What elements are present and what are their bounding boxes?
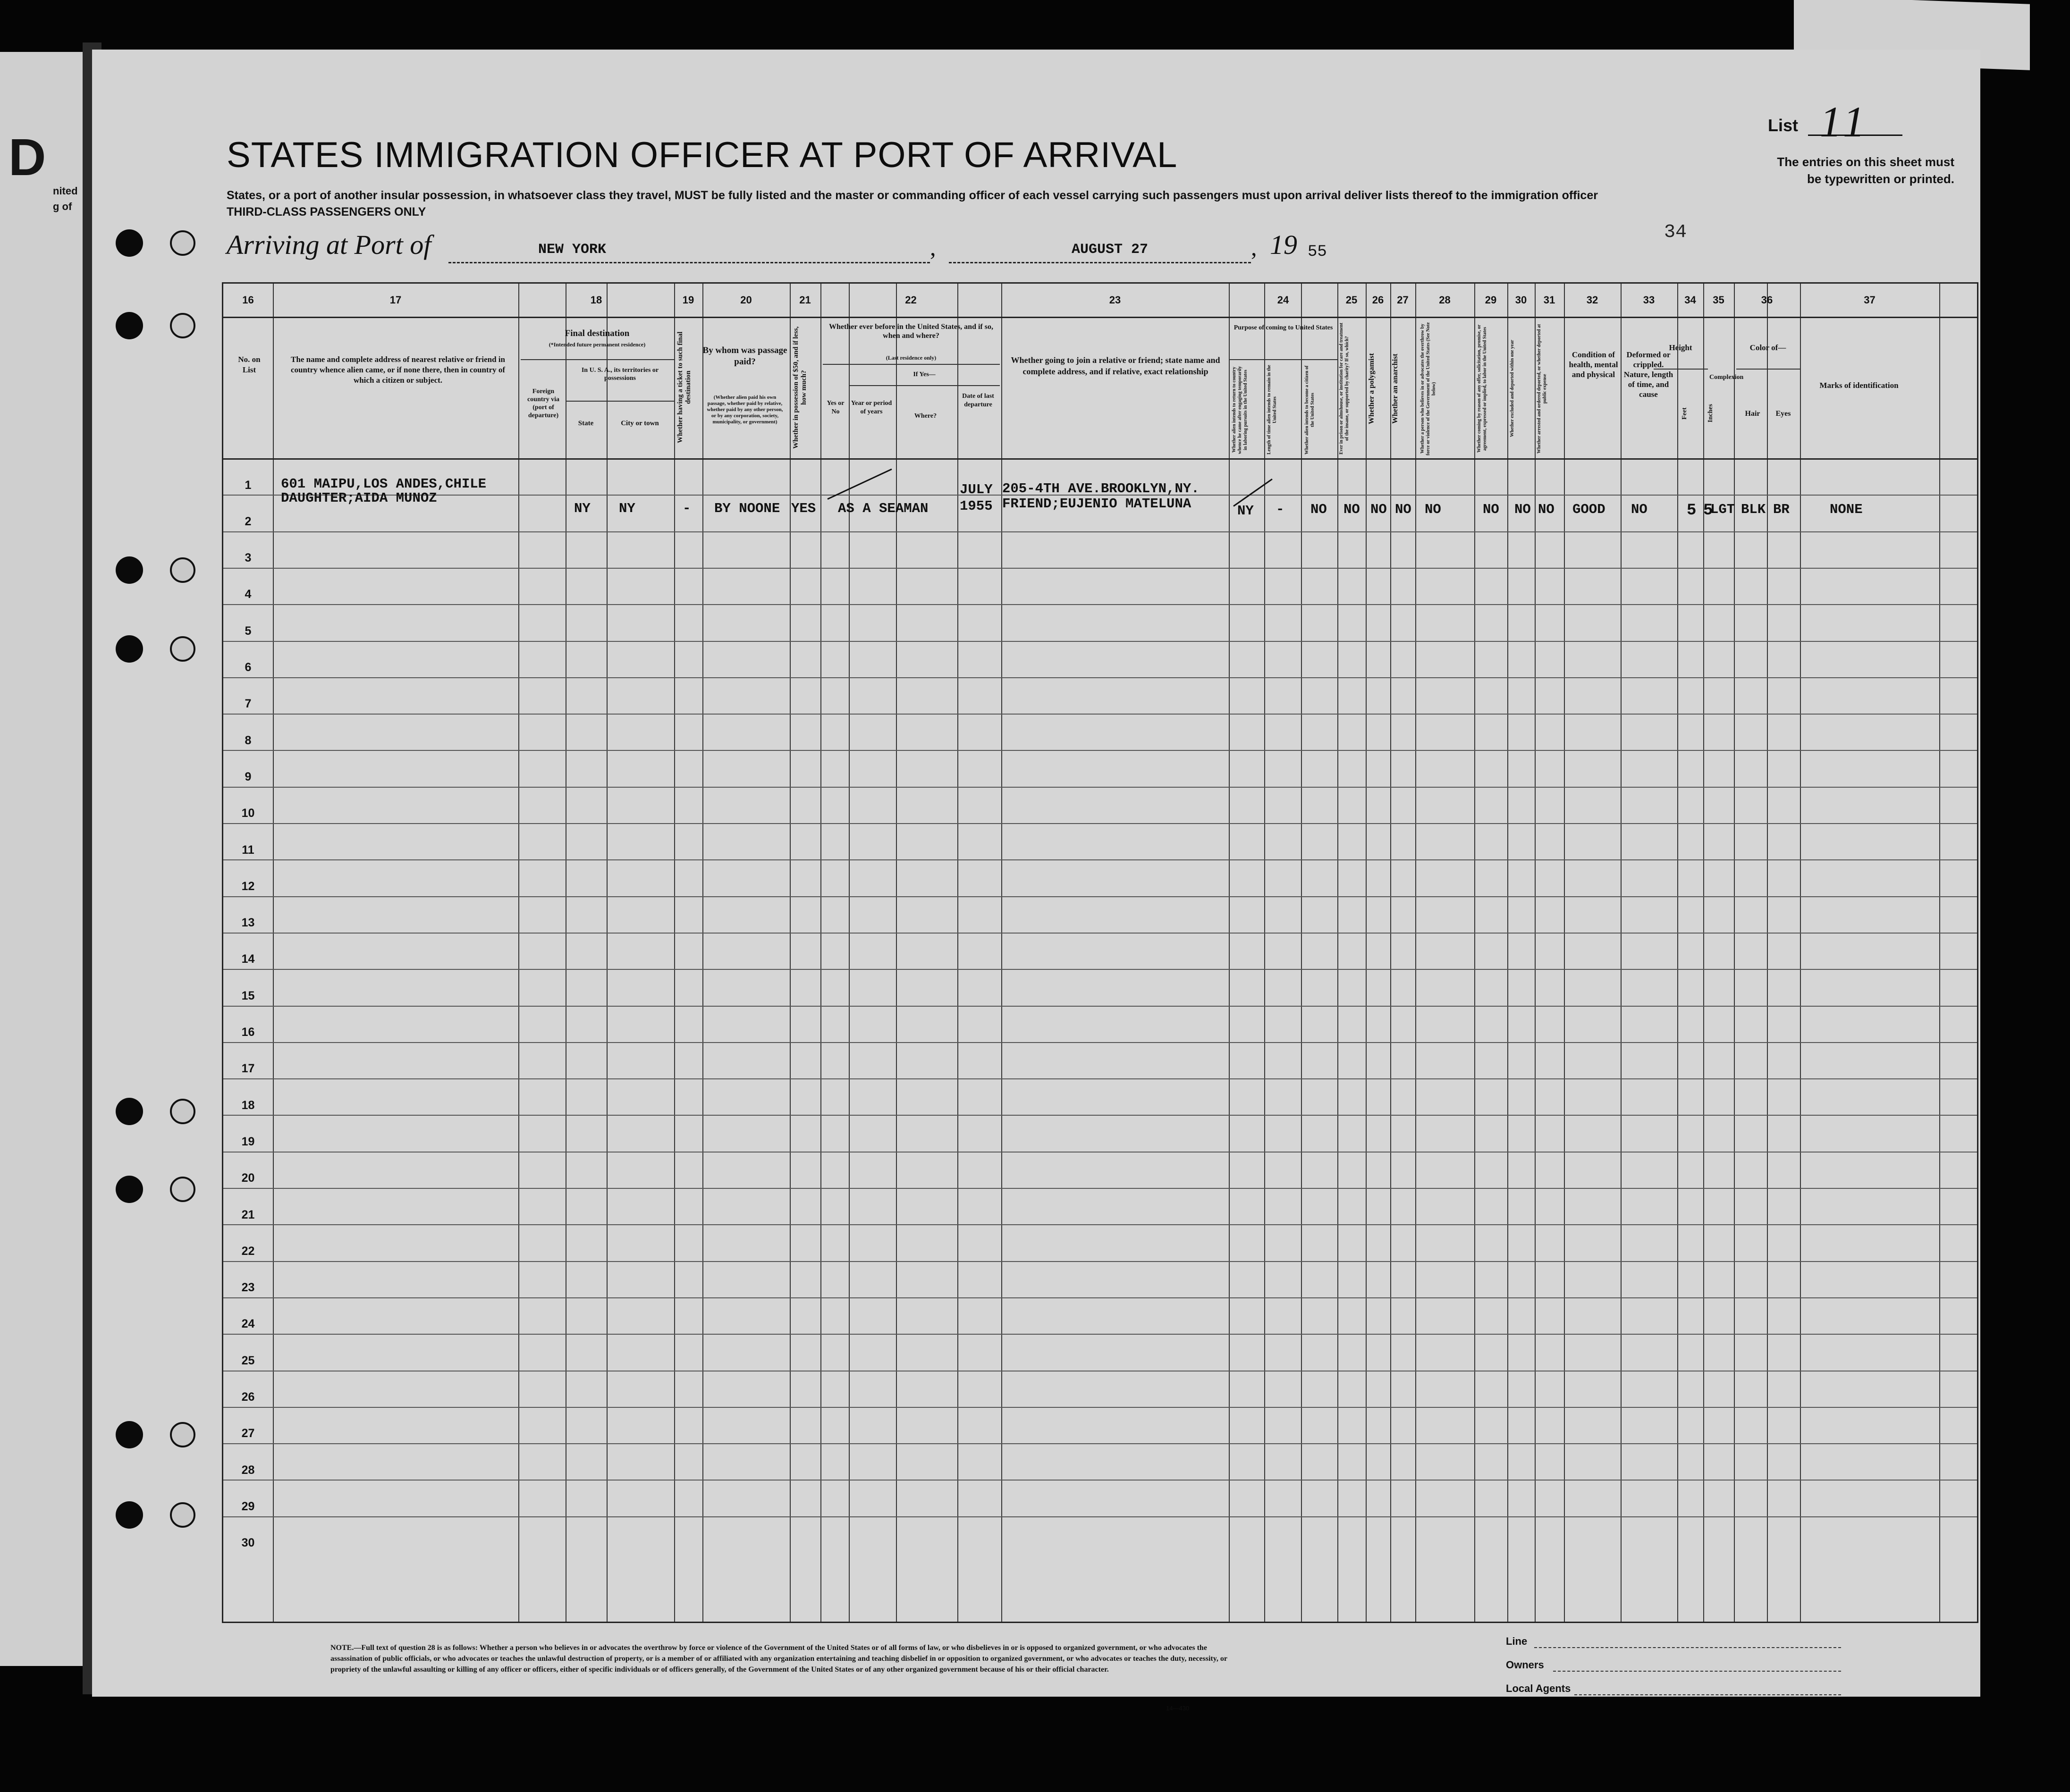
- agents-label: Local Agents: [1506, 1683, 1571, 1694]
- column-number: 26: [1372, 294, 1384, 306]
- feet-header: Feet: [1681, 407, 1688, 420]
- row-rule: [223, 896, 1977, 897]
- column-rule: [518, 284, 519, 1622]
- binder-hole: [116, 1176, 143, 1203]
- where-value: AS A SEAMAN: [838, 501, 929, 516]
- column-rule: [849, 284, 850, 1622]
- joining-relative-header: Whether going to join a relative or friend; state name and complete address, and if relative, exact relationship: [1011, 355, 1220, 376]
- purpose-value: NY: [1237, 503, 1254, 519]
- purpose-rule: [1229, 359, 1337, 360]
- column-number: 25: [1345, 294, 1358, 306]
- entries-note-1: The entries on this sheet must: [1777, 155, 1954, 169]
- join-name: FRIEND;EUJENIO MATELUNA: [1002, 496, 1191, 512]
- col29-header: Whether coming by reason of any offer, solicitation, promise, or agreement, expressed or implied, to labor in the United States: [1477, 324, 1487, 453]
- list-label: List: [1768, 116, 1799, 135]
- column-rule: [1564, 284, 1565, 1622]
- row-number: 9: [245, 770, 252, 783]
- comma: ,: [1251, 234, 1257, 261]
- height-header: Height: [1669, 343, 1692, 352]
- row-number: 8: [245, 733, 252, 747]
- year-period-header: Year or period of years: [851, 400, 892, 415]
- possession-header: Whether in possession of $50, and if less, how much?: [792, 326, 808, 449]
- row-rule: [223, 1443, 1977, 1444]
- column-rule: [1390, 284, 1391, 1622]
- yes-no-header: Yes or No: [827, 400, 845, 415]
- reinforcement-ring: [170, 1177, 195, 1202]
- column-rule: [674, 284, 675, 1622]
- row-rule: [223, 1006, 1977, 1007]
- ticket-value: -: [683, 501, 691, 516]
- row-rule: [223, 1224, 1977, 1225]
- row-number: 14: [241, 952, 255, 966]
- purpose-checkmark: [1233, 479, 1273, 507]
- year-prefix: 19: [1270, 229, 1297, 260]
- prison-header: Ever in prison or almshouse, or institution for care and treatment of the insane, or supported by charity? If so, which?: [1339, 322, 1350, 455]
- column-number: 20: [740, 294, 752, 306]
- column-number: 21: [799, 294, 811, 306]
- purpose-sub-1: Whether alien intends to return to country whence he came after engaging temporarily in laboring pursuits in the United States: [1232, 366, 1248, 454]
- ticket-header: Whether having a ticket to such final destination: [676, 331, 692, 444]
- binder-hole: [116, 635, 143, 663]
- row-rule: [223, 531, 1977, 532]
- row-number: 26: [241, 1390, 255, 1404]
- passage-paid-header: By whom was passage paid?: [702, 345, 787, 367]
- row-rule: [223, 714, 1977, 715]
- binder-hole: [116, 229, 143, 257]
- row-rule: [223, 1334, 1977, 1335]
- column-rule: [1621, 284, 1622, 1622]
- reinforcement-ring: [170, 230, 195, 256]
- row-number: 6: [245, 661, 252, 674]
- column-rule: [820, 284, 821, 1622]
- column-rule: [1337, 284, 1338, 1622]
- line-label: Line: [1506, 1635, 1528, 1647]
- col30-header: Whether excluded and deported within one year: [1510, 340, 1515, 437]
- entries-note: [1709, 153, 1954, 187]
- column-number: 28: [1439, 294, 1451, 306]
- row-number: 1: [245, 478, 252, 492]
- list-number: 11: [1820, 98, 1870, 146]
- port-line: [448, 262, 930, 263]
- column-number: 31: [1543, 294, 1555, 306]
- final-dest-rule: [521, 359, 674, 360]
- line-signature-line: [1534, 1647, 1841, 1648]
- row-number: 16: [241, 1026, 255, 1039]
- row-number: 27: [241, 1427, 255, 1440]
- column-number: 16: [242, 294, 254, 306]
- hair-value: BLK: [1741, 502, 1766, 517]
- relative-address: 601 MAIPU,LOS ANDES,CHILE: [281, 476, 487, 492]
- row-number: 24: [241, 1317, 255, 1331]
- stamp-number: 34: [1664, 222, 1687, 243]
- column-rule: [1677, 284, 1678, 1622]
- row-rule: [223, 677, 1977, 678]
- prison-value: NO: [1343, 502, 1360, 517]
- no-on-list-header: No. on List: [238, 355, 261, 374]
- row-number: 28: [241, 1463, 255, 1477]
- column-number: 32: [1586, 294, 1598, 306]
- row-number: 3: [245, 551, 252, 565]
- feet-value: 5: [1687, 502, 1697, 520]
- purpose-header: Purpose of coming to United States: [1234, 324, 1333, 331]
- row-number: 4: [245, 588, 252, 601]
- row-number: 21: [241, 1208, 255, 1221]
- complexion-value: LGT: [1710, 502, 1735, 517]
- foreign-country-header: Foreign country via (port of departure): [527, 388, 560, 419]
- reinforcement-ring: [170, 1099, 195, 1124]
- row-rule: [223, 787, 1977, 788]
- ever-before-rule: [823, 364, 1000, 365]
- form-number: 14—430: [1166, 1705, 1190, 1712]
- city-value: NY: [619, 501, 635, 516]
- row-number: 23: [241, 1281, 255, 1295]
- purpose-sub-2: Length of time alien intends to remain in the United States: [1267, 365, 1277, 455]
- inches-value: 5: [1703, 502, 1713, 520]
- color-of-header: Color of—: [1749, 343, 1786, 352]
- col31-value: NO: [1538, 502, 1555, 517]
- column-rule: [702, 284, 703, 1622]
- column-rule: [1415, 284, 1416, 1622]
- form-title: STATES IMMIGRATION OFFICER AT PORT OF ARRIVAL: [227, 135, 1178, 175]
- column-rule: [1767, 284, 1768, 1622]
- purpose-2-value: -: [1276, 502, 1284, 517]
- partial-letter: D: [8, 128, 46, 186]
- row-rule: [223, 1480, 1977, 1481]
- row-rule: [223, 1152, 1977, 1153]
- reinforcement-ring: [170, 1502, 195, 1528]
- passage-paid-sub: (Whether alien paid his own passage, whether paid by relative, whether paid by any other person, or by any corporation, society, municipality, or government): [707, 395, 783, 425]
- row-number: 11: [242, 843, 254, 857]
- entries-note-2: be typewritten or printed.: [1807, 172, 1954, 186]
- column-rule: [896, 284, 897, 1622]
- row-number: 13: [241, 916, 255, 930]
- nearest-relative-header: The name and complete address of nearest relative or friend in country whence alien came, or if none there, then in country of which a citizen or subject.: [290, 355, 506, 385]
- column-rule: [1301, 284, 1302, 1622]
- partial-text-2: g of: [53, 201, 72, 212]
- column-number: 27: [1397, 294, 1409, 306]
- row-rule: [223, 969, 1977, 970]
- column-rule: [1939, 284, 1940, 1622]
- purpose-sub-3: Whether alien intends to become a citizen of the United States: [1304, 365, 1315, 454]
- row-number: 20: [241, 1171, 255, 1185]
- row-rule: [223, 1261, 1977, 1262]
- partial-text-1: nited: [53, 185, 78, 197]
- row-number: 18: [241, 1098, 255, 1112]
- departure-month: JULY: [960, 482, 993, 497]
- final-destination-sub: (*Intended future permanent residence): [549, 341, 646, 348]
- row-rule: [223, 641, 1977, 642]
- column-rule: [957, 284, 958, 1622]
- deformed-header: Deformed or crippled. Nature, length of time, and cause: [1623, 350, 1673, 399]
- arriving-label: Arriving at Port of: [227, 229, 431, 260]
- color-rule: [1736, 369, 1800, 370]
- list-underline: [1808, 135, 1902, 136]
- departure-year: 1955: [960, 498, 993, 514]
- deformed-value: NO: [1631, 502, 1648, 517]
- marks-value: NONE: [1830, 502, 1863, 517]
- inches-header: Inches: [1707, 404, 1714, 423]
- year-suffix: 55: [1308, 243, 1327, 261]
- if-yes-header: If Yes—: [913, 371, 936, 378]
- health-header: Condition of health, mental and physical: [1569, 350, 1618, 379]
- health-value: GOOD: [1572, 502, 1605, 517]
- reinforcement-ring: [170, 313, 195, 338]
- passage-paid-value: BY NOONE: [714, 501, 780, 516]
- column-number: 35: [1713, 294, 1724, 306]
- anarchist-value: NO: [1395, 502, 1411, 517]
- port-value: NEW YORK: [538, 242, 607, 258]
- previous-page-edge: [0, 52, 90, 1666]
- in-usa-header: In U. S. A., its territories or possessions: [581, 367, 659, 382]
- where-header: Where?: [914, 412, 937, 420]
- usa-rule: [566, 401, 674, 402]
- polygamist-value: NO: [1370, 502, 1387, 517]
- column-rule: [1703, 284, 1704, 1622]
- last-departure-header: Date of last departure: [962, 393, 994, 408]
- column-rule: [607, 284, 608, 1622]
- possession-value: YES: [791, 501, 816, 516]
- row-number: 17: [241, 1062, 255, 1076]
- agents-signature-line: [1574, 1694, 1841, 1695]
- reinforcement-ring: [170, 1422, 195, 1447]
- manifest-table: [222, 282, 1978, 1623]
- column-rule: [790, 284, 791, 1622]
- col28-header: Whether a person who believes in or advocates the overthrow by force or violence of the Government of the United States (See Note below): [1420, 322, 1436, 455]
- complexion-header: Complexion: [1709, 374, 1744, 381]
- binder-hole: [116, 556, 143, 584]
- column-rule: [1507, 284, 1508, 1622]
- row-rule: [223, 1516, 1977, 1517]
- date-value: AUGUST 27: [1072, 242, 1149, 258]
- form-subtitle: States, or a port of another insular possession, in whatsoever class they travel, MUST be fully listed and the master or commanding officer of each vessel carrying such passengers must upon arrival deliver lists thereof to the immigration officer: [227, 189, 1598, 202]
- row-number: 22: [241, 1244, 255, 1258]
- ever-before-sub: (Last residence only): [886, 354, 937, 361]
- column-rule: [1535, 284, 1536, 1622]
- reinforcement-ring: [170, 557, 195, 583]
- state-value: NY: [574, 501, 591, 516]
- row-number: 5: [245, 624, 252, 638]
- row-rule: [223, 1297, 1977, 1298]
- column-number: 24: [1277, 294, 1289, 306]
- purpose-3-value: NO: [1310, 502, 1327, 517]
- owners-label: Owners: [1506, 1659, 1544, 1671]
- marks-header: Marks of identification: [1819, 381, 1899, 390]
- footnote: NOTE.—Full text of question 28 is as follows: Whether a person who believes in or advocates the overthrow by force or violence of the Government of the United States or of all forms of law, or who disbelieves in or is opposed to organized government, or who advocates the assassination of public officials, or who advocates or teaches the unlawful destruction of property, or is a member of or affiliated with any organization entertaining and teaching disbelief in or opposition to organized government, or who advocates or teaches the duty, necessity, or propriety of the unlawful assaulting or killing of any officer or officers, either of specific individuals or of officers generally, of the Government of the United States or of any other organized government because of his or their official character.: [330, 1644, 1227, 1674]
- column-rule: [1474, 284, 1475, 1622]
- row-rule: [223, 750, 1977, 751]
- class-line: THIRD-CLASS PASSENGERS ONLY: [227, 205, 426, 219]
- eyes-header: Eyes: [1775, 410, 1791, 418]
- row-number: 2: [245, 514, 252, 528]
- column-rule: [1229, 284, 1230, 1622]
- column-number: 36: [1761, 294, 1773, 306]
- date-line: [949, 262, 1251, 263]
- col28-value: NO: [1425, 502, 1441, 517]
- hair-header: Hair: [1745, 410, 1760, 418]
- col29-value: NO: [1483, 502, 1499, 517]
- row-rule: [223, 604, 1977, 605]
- row-number: 10: [241, 807, 255, 820]
- column-number: 22: [905, 294, 917, 306]
- row-rule: [223, 933, 1977, 934]
- row-rule: [223, 1078, 1977, 1079]
- column-rule: [1800, 284, 1801, 1622]
- polygamist-header: Whether a polygamist: [1368, 353, 1376, 424]
- city-header: City or town: [621, 420, 659, 427]
- column-number: 23: [1109, 294, 1121, 306]
- column-number: 19: [682, 294, 694, 306]
- colnum-rule: [223, 317, 1977, 318]
- column-rule: [1366, 284, 1367, 1622]
- row-rule: [223, 1115, 1977, 1116]
- binder-hole: [116, 312, 143, 339]
- final-destination-header: Final destination: [565, 328, 630, 338]
- row-number: 25: [241, 1354, 255, 1367]
- row-rule: [223, 1188, 1977, 1189]
- row-rule: [223, 823, 1977, 824]
- column-rule: [273, 284, 274, 1622]
- row-number: 15: [241, 989, 255, 1002]
- if-yes-rule: [849, 385, 1000, 386]
- column-number: 29: [1485, 294, 1497, 306]
- anarchist-header: Whether an anarchist: [1391, 353, 1399, 424]
- binder-hole: [116, 1421, 143, 1448]
- comma: ,: [930, 234, 936, 261]
- row-number: 12: [241, 879, 255, 893]
- row-rule: [223, 568, 1977, 569]
- row-rule: [223, 859, 1977, 860]
- column-rule: [1734, 284, 1735, 1622]
- ever-before-header: Whether ever before in the United States, and if so, when and where?: [829, 323, 993, 340]
- binder-hole: [116, 1098, 143, 1125]
- binder-hole: [116, 1501, 143, 1529]
- row-number: 29: [241, 1499, 255, 1513]
- column-number: 33: [1643, 294, 1655, 306]
- column-number: 18: [590, 294, 602, 306]
- state-header: State: [578, 420, 594, 427]
- join-address: 205-4TH AVE.BROOKLYN,NY.: [1002, 481, 1200, 496]
- owners-signature-line: [1553, 1671, 1841, 1672]
- row-rule: [223, 1407, 1977, 1408]
- row-number: 19: [241, 1135, 255, 1148]
- reinforcement-ring: [170, 636, 195, 662]
- row-number: 30: [241, 1536, 255, 1550]
- column-number: 37: [1864, 294, 1876, 306]
- column-number: 17: [389, 294, 402, 306]
- eyes-value: BR: [1773, 502, 1790, 517]
- column-number: 30: [1515, 294, 1527, 306]
- column-number: 34: [1684, 294, 1696, 306]
- row-rule: [223, 1042, 1977, 1043]
- col31-header: Whether arrested and ordered deported, or whether deported at public expense: [1537, 324, 1547, 454]
- row-number: 7: [245, 697, 252, 711]
- relative-name: DAUGHTER;AIDA MUNOZ: [281, 490, 437, 506]
- col30-value: NO: [1514, 502, 1531, 517]
- header-rule: [223, 458, 1977, 460]
